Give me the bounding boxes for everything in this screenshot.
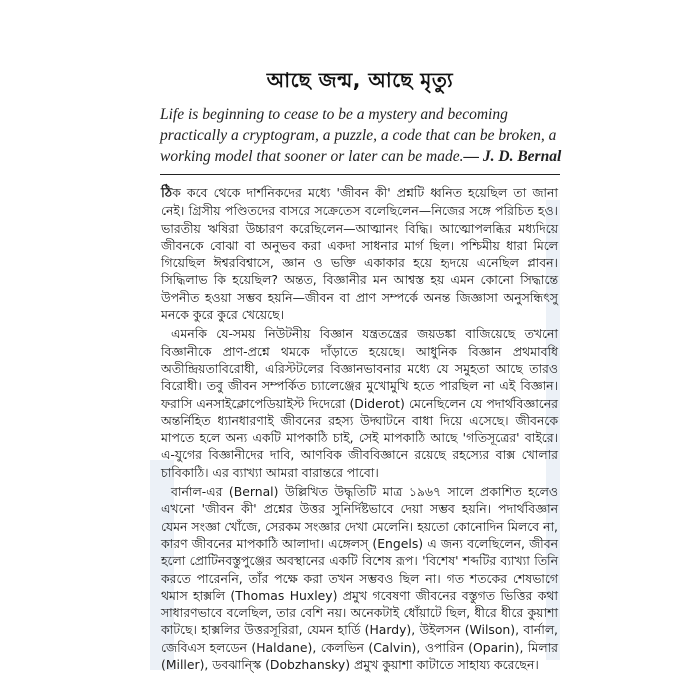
epigraph-text-3: working model that sooner or later can be made. xyxy=(160,148,464,165)
epigraph-line-2 xyxy=(160,125,560,146)
paragraph-3: বার্নাল-এর (Bernal) উল্লিখিত উদ্ধৃতিটি মাত্র ১৯৬৭ সালে প্রকাশিত হলেও এখনো 'জীবন কী' প্রশ্নের উত্তর সুনির্দিষ্টভাবে দেয়া সম্ভব হয়নি। পদার্থবিজ্ঞান যেমন সংজ্ঞা খোঁজে, সেরকম সংজ্ঞার দেখা মেলেনি। হয়তো কোনোদিন মিলবে না, কারণ জীবনের মাপকাঠি আলাদা। এঙ্গেলস্ (Engels) এ জন্য বলেছিলেন, জীবন হলো প্রোটিনবস্তুপুঞ্জের অবস্থানের একটি বিশেষ রূপ। 'বিশেষ' শব্দটির ব্যাখ্যা তিনি করতে পারেননি, তাঁর পক্ষে করা তখন সম্ভবও ছিল না। গত শতকের শেষভাগে থমাস হাক্সলি (Thomas Huxley) প্রমুখ গবেষণা জীবনের বস্তুগত ভিত্তির কথা সাধারণভাবে বলেছিল, তার বেশি নয়। অনেকটাই ধোঁয়াটে ছিল, ধীরে ধীরে কুয়াশা কাটছে। হাক্সলির উত্তরসূরিরা, যেমন হার্ডি (Hardy), উইলসন (Wilson), বার্নাল, জেবিএস হলডেন (Haldane), কেলভিন (Calvin), ওপারিন (Oparin), মিলার (Miller), ডবঝান্স্কি (Dobzhansky) প্রমুখ কুয়াশা কাটাতে সাহায্য করেছেন। xyxy=(161,484,558,673)
chapter-body xyxy=(161,184,558,675)
paragraph-1-text: ক কবে থেকে দার্শনিকদের মধ্যে 'জীবন কী' প্রশ্নটি ধ্বনিত হয়েছিল তা জানা নেই। গ্রিসীয় পণ্ডিতদের বাসরে সক্রেতেস বলেছিলেন—নিজের সঙ্গে পরিচিত হও। ভারতীয় ঋষিরা উচ্চারণ করেছিলেন—আত্মানং বিদ্ধি। আত্মোপলব্ধির মধ্যদিয়ে জীবনকে বোঝা বা অনুভব করা একদা সাধনার মার্গ ছিল। পশ্চিমীয় ধারা মিলে গিয়েছিল ঈশ্বরবিশ্বাসে, জ্ঞান ও ভক্তি একাকার হয়ে হৃদয়ে এনেছিল প্লাবন। সিদ্ধিলাভ কি হয়েছিল? অন্তত, বিজ্ঞানীর মন আশ্বস্ত হয় এমন কোনো সিদ্ধান্তে উপনীত হওয়া সম্ভব হয়নি—জীবন বা প্রাণ সম্পর্কে অনন্ত জিজ্ঞাসা অনুসন্ধিৎসু মনকে কুরে কুরে খেয়েছে। xyxy=(161,185,558,323)
epigraph-attribution: — J. D. Bernal xyxy=(463,148,562,165)
drop-cap: ঠি xyxy=(161,185,173,201)
epigraph-divider xyxy=(160,174,560,175)
epigraph-line-3 xyxy=(160,146,560,167)
chapter-title: আছে জন্ম, আছে মৃত্যু xyxy=(266,68,454,92)
paragraph-2: এমনকি যে-সময় নিউটনীয় বিজ্ঞান যন্ত্রতন্ত্রের জয়ডঙ্কা বাজিয়েছে তখনো বিজ্ঞানীকে প্রাণ-প্রশ্নে থমকে দাঁড়াতে হয়েছে। আধুনিক বিজ্ঞান প্রথমাবধি অতীন্দ্রিয়তাবিরোধী, এরিস্টটলের বিজ্ঞানভাবনার মধ্যে যে সমুহতা আছে তারও বিরোধী। তবু জীবন সম্পর্কিত চ্যালেঞ্জের মুখোমুখি হতে পারছিল না এই বিজ্ঞান। ফরাসি এনসাইক্লোপেডিয়াইস্ট দিদেরো (Diderot) মেনেছিলেন যে পদার্থবিজ্ঞানের অন্তর্নিহিত ধ্যানধারণাই জীবনের রহস্য উদ্ঘাটনে বাধা দিয়ে এসেছে। জীবনকে মাপতে হলে অন্য একটি মাপকাঠি চাই, সেই মাপকাঠি আছে 'গতিসূত্রের' বাইরে। এ-যুগের বিজ্ঞানীদের দাবি, আণবিক জীববিজ্ঞানে রয়েছে রহস্যের বাক্স খোলার চাবিকাঠি। এর ব্যাখ্যা আমরা বারান্তরে পাবো। xyxy=(161,326,558,480)
epigraph-line-1 xyxy=(160,104,560,125)
paragraph-1 xyxy=(161,184,558,323)
epigraph xyxy=(160,104,560,167)
epigraph-text-1: Life is beginning to cease to be a mystery and becoming xyxy=(160,106,508,123)
epigraph-text-2: practically a cryptogram, a puzzle, a code that can be broken, a xyxy=(160,127,557,144)
